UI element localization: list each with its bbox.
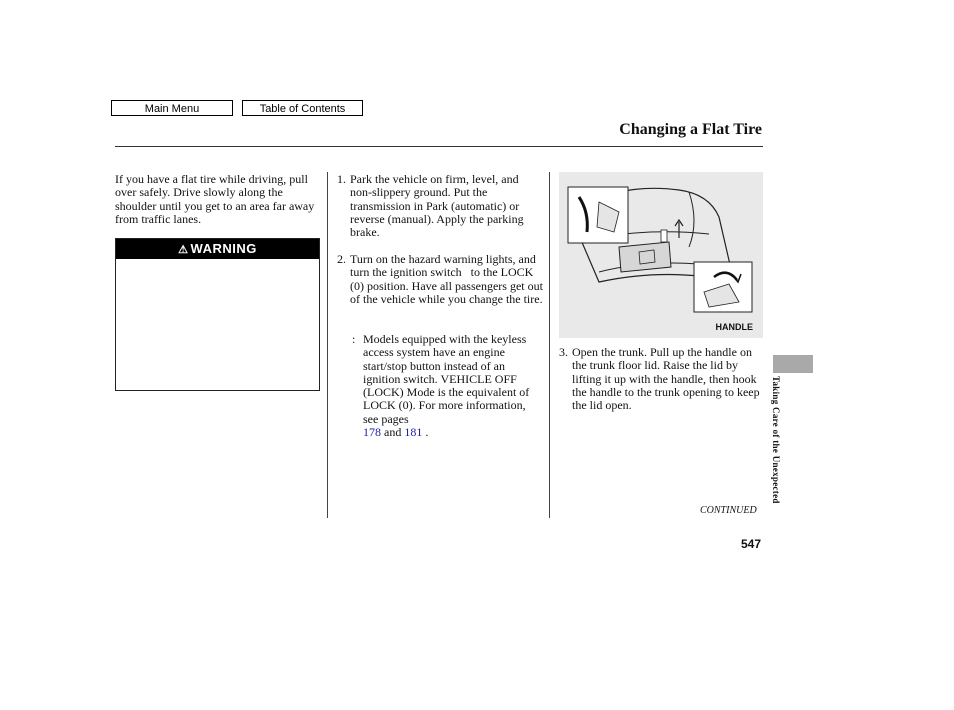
- note-marker: :: [352, 332, 356, 346]
- step-text: Open the trunk. Pull up the handle on the trunk floor lid. Raise the lid by lifting it up with the handle, then hook the handle to the trunk opening to keep the lid open.: [572, 345, 760, 413]
- main-menu-button[interactable]: Main Menu: [111, 100, 233, 116]
- step-3: [559, 346, 765, 412]
- step-text: Park the vehicle on firm, level, and non-slippery ground. Put the transmission in Park (automatic) or reverse (manual). Apply the parking brake.: [350, 172, 524, 240]
- note-text: Models equipped with the keyless access system have an engine start/stop button instead of an ignition switch. VEHICLE OFF (LOCK) Mode is the equivalent of LOCK (0). For more information, see pages: [363, 332, 530, 426]
- title-divider: [115, 146, 763, 147]
- warning-box: [115, 238, 320, 391]
- column-divider-left: [327, 172, 328, 518]
- page-title: Changing a Flat Tire: [619, 121, 762, 138]
- section-tab: [773, 355, 813, 373]
- continued-label: CONTINUED: [700, 505, 757, 516]
- keyless-note: [352, 333, 542, 439]
- warning-label: WARNING: [190, 241, 257, 256]
- step-number: 2.: [337, 252, 346, 266]
- column-divider-right: [549, 172, 550, 518]
- table-of-contents-button[interactable]: Table of Contents: [242, 100, 363, 116]
- step-number: 1.: [337, 172, 346, 186]
- step-text: Turn on the hazard warning lights, and turn the ignition switch to the LOCK (0) position. Have all passengers get out of the vehicle while you change the tire.: [350, 252, 546, 306]
- intro-paragraph: If you have a flat tire while driving, pull over safely. Drive slowly along the shoulder until you get to an area far away from traffic lanes.: [115, 172, 315, 226]
- page-number: 547: [741, 537, 762, 551]
- page-link-181[interactable]: 181: [404, 425, 423, 440]
- step-number: 3.: [559, 345, 568, 359]
- step-1: [337, 173, 543, 239]
- warning-header: [116, 239, 319, 259]
- trunk-floor-drawing: [559, 172, 763, 338]
- figure-label-handle: HANDLE: [715, 322, 753, 332]
- side-section-title: Taking Care of the Unexpected: [771, 376, 781, 504]
- trunk-illustration: [559, 172, 763, 338]
- page-link-178[interactable]: 178: [363, 425, 381, 440]
- step-2: [337, 252, 546, 306]
- warning-triangle-icon: ⚠: [178, 244, 189, 256]
- note-end: .: [425, 425, 429, 440]
- note-and: and: [384, 425, 402, 440]
